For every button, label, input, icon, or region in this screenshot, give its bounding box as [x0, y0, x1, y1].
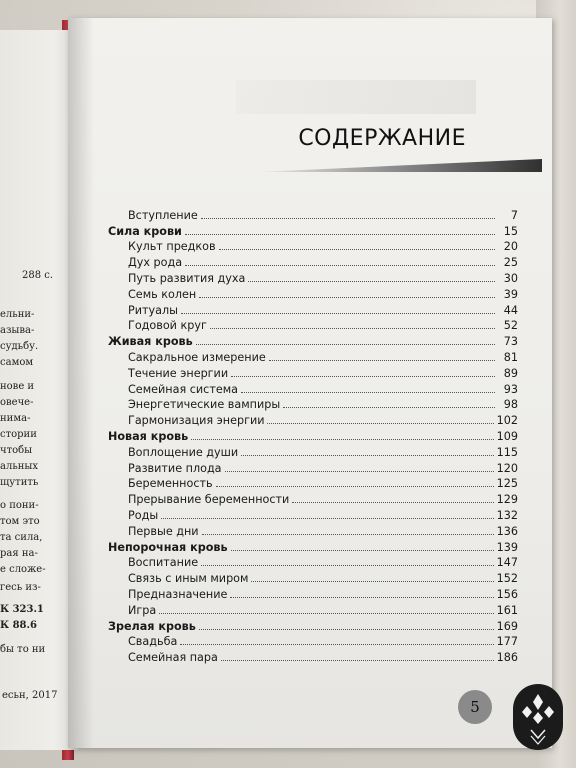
toc-page-number: 136: [496, 524, 518, 538]
toc-page-number: 98: [503, 398, 518, 412]
toc-entry-row: [108, 443, 518, 459]
toc-page-number: 25: [503, 256, 518, 270]
dot-leader: [185, 265, 495, 266]
left-page-text-fragment: та сила,: [0, 532, 43, 543]
toc-page-number: 7: [510, 208, 518, 222]
toc-page-number: 20: [503, 240, 518, 254]
toc-entry-label: Энергетические вампиры: [128, 398, 281, 412]
toc-entry-label: Воплощение души: [128, 445, 239, 459]
toc-page-number: 125: [496, 477, 518, 491]
left-page-text-fragment: том это: [0, 516, 40, 527]
left-page-text-fragment: чтобы: [0, 445, 33, 456]
toc-page-number: 120: [496, 461, 518, 475]
table-of-contents: [108, 206, 518, 664]
dot-leader: [180, 644, 493, 645]
left-page-text-fragment: самом: [0, 357, 34, 368]
toc-entry-label: Беременность: [128, 477, 213, 491]
dot-leader: [225, 471, 494, 472]
toc-entry-label: Вступление: [128, 208, 198, 222]
dot-leader: [248, 281, 495, 282]
toc-entry-label: Гармонизация энергии: [128, 414, 265, 428]
toc-page-number: 132: [496, 508, 518, 522]
left-page: [0, 30, 78, 750]
toc-entry-label: Новая кровь: [108, 429, 189, 443]
toc-entry-row: [108, 253, 518, 269]
toc-entry-label: Сила крови: [108, 224, 182, 238]
dot-leader: [241, 392, 495, 393]
page-title: СОДЕРЖАНИЕ: [298, 126, 466, 151]
dot-leader: [267, 423, 493, 424]
toc-section-row: [108, 617, 518, 633]
toc-entry-label: Игра: [128, 603, 157, 617]
toc-page-number: 152: [496, 572, 518, 586]
toc-entry-row: [108, 301, 518, 317]
toc-entry-row: [108, 648, 518, 664]
toc-entry-row: [108, 285, 518, 301]
diamond-flower-logo-icon: [513, 684, 563, 750]
dot-leader: [191, 439, 493, 440]
left-page-text-fragment: азыва-: [0, 325, 35, 336]
toc-entry-label: Связь с иным миром: [128, 572, 249, 586]
left-page-text-fragment: К 88.6: [0, 620, 37, 631]
left-page-text-fragment: стории: [0, 429, 37, 440]
left-page-text-fragment: ельни-: [0, 309, 35, 320]
toc-page-number: 186: [496, 651, 518, 665]
dot-leader: [216, 486, 494, 487]
page-number-badge: [458, 690, 492, 724]
toc-entry-label: Роды: [128, 508, 159, 522]
toc-entry-label: Предназначение: [128, 587, 228, 601]
toc-entry-row: [108, 585, 518, 601]
left-page-text-fragment: нове и: [0, 381, 35, 392]
left-page-text-fragment: 288 с.: [22, 270, 54, 281]
dot-leader: [219, 249, 495, 250]
left-page-text-fragment: щутить: [0, 477, 39, 488]
toc-entry-label: Путь развития духа: [128, 271, 246, 285]
bleed-through-shadow: [236, 80, 476, 114]
toc-entry-label: Первые дни: [128, 524, 199, 538]
toc-entry-row: [108, 348, 518, 364]
toc-entry-label: Непорочная кровь: [108, 540, 228, 554]
toc-entry-row: [108, 601, 518, 617]
toc-entry-row: [108, 396, 518, 412]
toc-entry-label: Прерывание беременности: [128, 493, 290, 507]
toc-entry-label: Развитие плода: [128, 461, 222, 475]
toc-page-number: 169: [496, 619, 518, 633]
left-page-text-fragment: овече-: [0, 397, 34, 408]
left-page-text-fragment: о пони-: [0, 500, 39, 511]
toc-entry-label: Культ предков: [128, 240, 216, 254]
toc-entry-row: [108, 206, 518, 222]
toc-entry-row: [108, 317, 518, 333]
toc-page-number: 139: [496, 540, 518, 554]
dot-leader: [199, 629, 494, 630]
toc-entry-label: Зрелая кровь: [108, 619, 196, 633]
left-page-text-fragment: есьн, 2017: [2, 690, 58, 701]
dot-leader: [161, 518, 493, 519]
toc-entry-label: Дух рода: [128, 256, 183, 270]
toc-section-row: [108, 332, 518, 348]
left-page-text-fragment: бы то ни: [0, 644, 46, 655]
toc-entry-row: [108, 238, 518, 254]
toc-entry-label: Сакральное измерение: [128, 350, 266, 364]
toc-entry-row: [108, 411, 518, 427]
dot-leader: [196, 344, 495, 345]
left-page-text-fragment: е сложе-: [0, 564, 46, 575]
toc-entry-label: Семейная пара: [128, 651, 218, 665]
toc-page-number: 109: [496, 429, 518, 443]
toc-entry-label: Течение энергии: [128, 366, 229, 380]
toc-page-number: 39: [503, 287, 518, 301]
dot-leader: [199, 297, 495, 298]
dot-leader: [269, 360, 495, 361]
toc-entry-row: [108, 269, 518, 285]
toc-page-number: 15: [503, 224, 518, 238]
toc-page-number: 89: [503, 366, 518, 380]
toc-entry-label: Ритуалы: [128, 303, 178, 317]
toc-entry-row: [108, 490, 518, 506]
left-page-text-fragment: судьбу.: [0, 341, 39, 352]
toc-page-number: 129: [496, 493, 518, 507]
toc-entry-row: [108, 459, 518, 475]
toc-page-number: 115: [496, 445, 518, 459]
left-page-text-fragment: К 323.1: [0, 604, 44, 615]
dot-leader: [251, 581, 493, 582]
toc-page-number: 73: [503, 335, 518, 349]
title-underline-wedge: [258, 159, 542, 172]
left-page-text-fragment: альных: [0, 461, 39, 472]
toc-page-number: 52: [503, 319, 518, 333]
toc-page-number: 81: [503, 350, 518, 364]
contents-page: [68, 18, 552, 748]
page-number: 5: [470, 698, 480, 716]
toc-entry-label: Семейная система: [128, 382, 239, 396]
toc-entry-row: [108, 364, 518, 380]
dot-leader: [231, 376, 495, 377]
toc-page-number: 156: [496, 587, 518, 601]
dot-leader: [185, 234, 495, 235]
toc-page-number: 102: [496, 414, 518, 428]
dot-leader: [241, 455, 494, 456]
toc-page-number: 30: [503, 271, 518, 285]
dot-leader: [201, 565, 494, 566]
toc-entry-row: [108, 522, 518, 538]
toc-entry-row: [108, 569, 518, 585]
toc-entry-label: Живая кровь: [108, 335, 193, 349]
toc-entry-row: [108, 380, 518, 396]
dot-leader: [202, 534, 494, 535]
dot-leader: [221, 660, 494, 661]
toc-page-number: 177: [496, 635, 518, 649]
dot-leader: [231, 550, 494, 551]
dot-leader: [210, 328, 495, 329]
toc-entry-label: Годовой круг: [128, 319, 207, 333]
dot-leader: [292, 502, 493, 503]
dot-leader: [283, 407, 495, 408]
toc-page-number: 161: [496, 603, 518, 617]
left-page-text-fragment: гесь из-: [0, 582, 41, 593]
dot-leader: [230, 597, 493, 598]
left-page-text-fragment: рая на-: [0, 548, 38, 559]
toc-entry-row: [108, 506, 518, 522]
toc-page-number: 147: [496, 556, 518, 570]
toc-page-number: 93: [503, 382, 518, 396]
dot-leader: [159, 613, 493, 614]
toc-section-row: [108, 538, 518, 554]
toc-section-row: [108, 427, 518, 443]
toc-section-row: [108, 222, 518, 238]
dot-leader: [181, 313, 495, 314]
toc-entry-row: [108, 475, 518, 491]
left-page-text-fragment: нима-: [0, 413, 31, 424]
toc-entry-row: [108, 554, 518, 570]
toc-entry-label: Семь колен: [128, 287, 197, 301]
toc-entry-label: Свадьба: [128, 635, 178, 649]
toc-entry-row: [108, 633, 518, 649]
dot-leader: [201, 218, 495, 219]
toc-page-number: 44: [503, 303, 518, 317]
toc-entry-label: Воспитание: [128, 556, 199, 570]
